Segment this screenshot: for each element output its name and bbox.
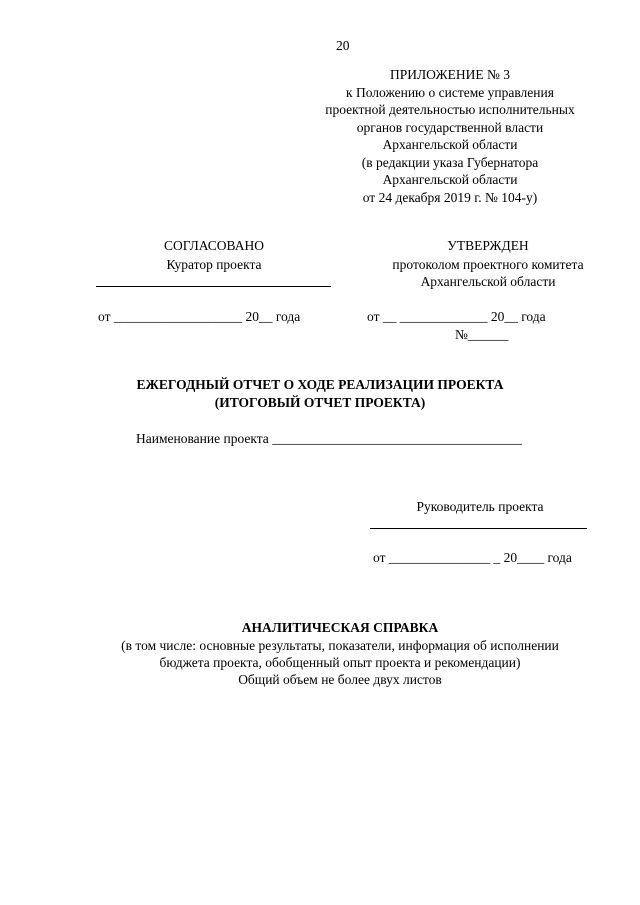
appendix-line: органов государственной власти — [356, 119, 544, 135]
appendix-line: Архангельской области — [382, 137, 518, 152]
curator-label: Куратор проекта — [166, 257, 262, 272]
date-prefix: от — [373, 550, 386, 565]
appendix-line: к Положению о системе управления — [346, 84, 554, 100]
page-number: 20 — [336, 38, 350, 53]
manager-date-field[interactable] — [373, 550, 572, 566]
appendix-title: ПРИЛОЖЕНИЕ № 3 — [389, 67, 511, 82]
project-name-label: Наименование проекта — [136, 431, 269, 446]
left-date-field[interactable] — [98, 309, 300, 325]
committee-region-label: Архангельской области — [420, 274, 556, 289]
curator-signature-line[interactable] — [96, 286, 331, 287]
analytics-title: АНАЛИТИЧЕСКАЯ СПРАВКА — [241, 620, 439, 635]
year-text: _ 20____ года — [493, 550, 572, 565]
project-name-blank: _____________________________________ — [272, 431, 522, 446]
date-blank: _______________ — [388, 550, 491, 565]
appendix-line: от 24 декабря 2019 г. № 104-у) — [362, 189, 538, 205]
project-name-field[interactable] — [136, 431, 522, 447]
analytics-line-2: бюджета проекта, обобщенный опыт проекта и рекомендации) — [159, 655, 521, 670]
appendix-block — [300, 66, 600, 206]
appendix-line: Архангельской области — [382, 172, 518, 187]
report-subtitle: (ИТОГОВЫЙ ОТЧЕТ ПРОЕКТА) — [214, 395, 426, 410]
approval-right-title: УТВЕРЖДЕН — [447, 238, 529, 253]
approval-left-title: СОГЛАСОВАНО — [164, 238, 264, 253]
year-text: 20__ года — [245, 309, 301, 324]
date-prefix: от — [367, 309, 380, 324]
appendix-line: проектной деятельностью исполнительных — [325, 102, 575, 117]
report-title: ЕЖЕГОДНЫЙ ОТЧЕТ О ХОДЕ РЕАЛИЗАЦИИ ПРОЕКТА — [136, 377, 504, 392]
analytics-line-3: Общий объем не более двух листов — [238, 672, 442, 687]
protocol-number-field[interactable]: №______ — [455, 327, 509, 342]
right-date-field[interactable] — [367, 309, 546, 325]
year-text: 20__ года — [490, 309, 546, 324]
committee-protocol-label: протоколом проектного комитета — [392, 257, 584, 272]
analytics-line-1: (в том числе: основные результаты, показатели, информация об исполнении — [121, 638, 559, 653]
manager-label: Руководитель проекта — [416, 499, 544, 514]
manager-signature-line[interactable] — [370, 528, 587, 529]
date-blank: __ _____________ — [382, 309, 488, 324]
date-prefix: от — [98, 309, 111, 324]
appendix-line: (в редакции указа Губернатора — [361, 154, 539, 170]
date-blank: ___________________ — [113, 309, 243, 324]
